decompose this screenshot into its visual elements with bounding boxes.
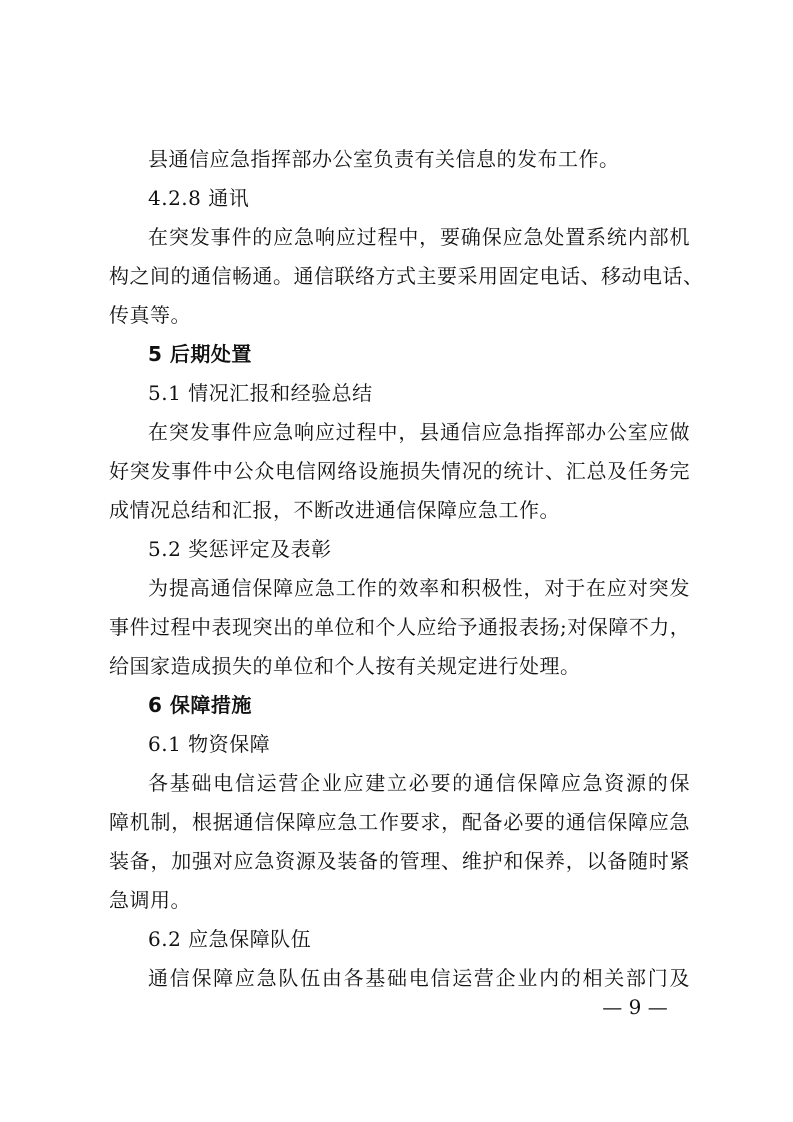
page-number: — 9 —	[602, 995, 668, 1019]
section-heading-5-2: 5.2 奖惩评定及表彰	[148, 537, 332, 561]
paragraph-line: 各基础电信运营企业应建立必要的通信保障应急资源的保	[148, 771, 690, 795]
section-heading-5-1: 5.1 情况汇报和经验总结	[148, 381, 373, 405]
paragraph-line: 障机制，根据通信保障应急工作要求，配备必要的通信保障应急	[109, 810, 690, 834]
paragraph-line: 构之间的通信畅通。通信联络方式主要采用固定电话、移动电话、	[109, 264, 704, 288]
paragraph-line: 在突发事件应急响应过程中，县通信应急指挥部办公室应做	[148, 420, 690, 444]
paragraph-line: 县通信应急指挥部办公室负责有关信息的发布工作。	[148, 147, 620, 171]
paragraph-line: 好突发事件中公众电信网络设施损失情况的统计、汇总及任务完	[109, 459, 690, 483]
paragraph-line: 成情况总结和汇报，不断改进通信保障应急工作。	[109, 498, 560, 522]
paragraph-line: 事件过程中表现突出的单位和个人应给予通报表扬;对保障不力，	[109, 615, 691, 639]
section-heading-5: 5 后期处置	[148, 342, 252, 366]
paragraph-line: 在突发事件的应急响应过程中，要确保应急处置系统内部机	[148, 225, 690, 249]
paragraph-line: 通信保障应急队伍由各基础电信运营企业内的相关部门及	[148, 966, 690, 990]
paragraph-line: 急调用。	[109, 888, 191, 912]
section-heading-6-2: 6.2 应急保障队伍	[148, 927, 312, 951]
section-heading-4-2-8: 4.2.8 通讯	[148, 186, 250, 210]
section-heading-6-1: 6.1 物资保障	[148, 732, 271, 756]
paragraph-line: 为提高通信保障应急工作的效率和积极性，对于在应对突发	[148, 576, 690, 600]
section-heading-6: 6 保障措施	[148, 693, 252, 717]
paragraph-line: 装备，加强对应急资源及装备的管理、维护和保养，以备随时紧	[109, 849, 690, 873]
paragraph-line: 传真等。	[109, 303, 191, 327]
paragraph-line: 给国家造成损失的单位和个人按有关规定进行处理。	[109, 654, 581, 678]
